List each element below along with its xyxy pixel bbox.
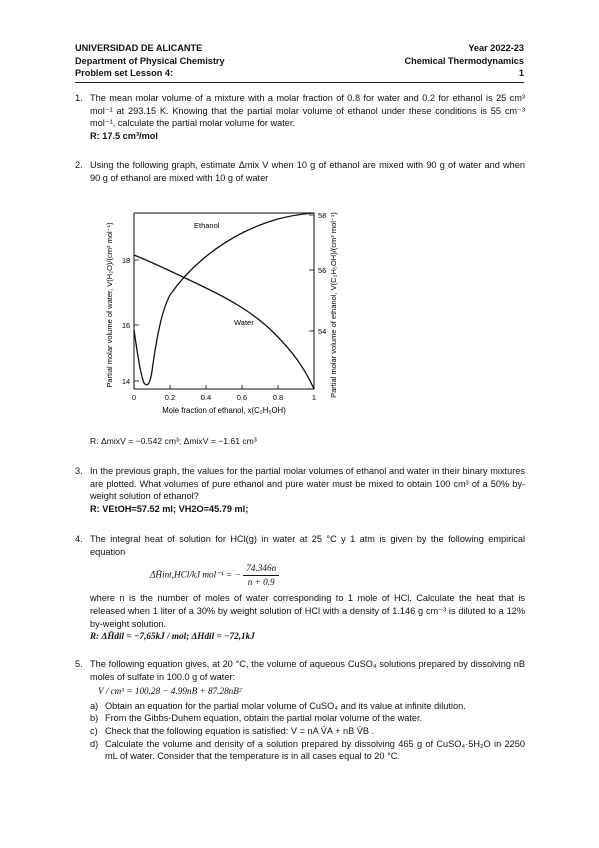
right-axis-label: Partial molar volume of ethanol, V(C₂H₅OH)/(cm³ mol⁻¹) — [329, 212, 338, 398]
question-2-answer-block — [75, 435, 525, 448]
ethanol-curve-label: Ethanol — [194, 221, 220, 230]
question-text-after: where n is the number of moles of water corresponding to 1 mole of HCl. Calculate the heat that is released when 1 liter of a 30% by weight solution of HCl with a density of 1.146 g cm⁻³ is diluted to a 12% by-weight solution. — [90, 593, 525, 629]
question-number: 2. — [75, 160, 83, 170]
question-5 — [75, 658, 525, 763]
question-text: In the previous graph, the values for the partial molar volumes of ethanol and water in their binary mixtures are plotted. What volumes of pure ethanol and pure water must be mixed to obtain 100 cm³ of a 50% by-weight solution of ethanol? — [90, 466, 525, 502]
sub-question — [90, 712, 525, 725]
course-name: Chemical Thermodynamics — [404, 55, 524, 66]
volume-equation: V / cm³ = 100.28 − 4.99nB + 87.28nB² — [98, 686, 242, 697]
x-axis-ticks — [170, 385, 278, 389]
question-number: 5. — [75, 659, 83, 669]
question-4 — [75, 533, 525, 643]
university-name: UNIVERSIDAD DE ALICANTE — [75, 43, 203, 53]
x-tick-label: 0.2 — [164, 393, 176, 402]
x-tick-label: 1 — [311, 393, 317, 402]
right-tick-label: 56 — [318, 266, 327, 275]
x-tick-label: 0.6 — [236, 393, 248, 402]
x-tick-label: 0.8 — [272, 393, 284, 402]
question-3 — [75, 465, 525, 515]
sub-question-letter: b) — [90, 713, 99, 724]
question-1 — [75, 92, 525, 142]
right-axis-ticks — [309, 215, 314, 331]
answer: R: 17.5 cm³/mol — [90, 130, 158, 141]
sub-question-text: Calculate the volume and density of a solution prepared by dissolving 465 g of CuSO₄·5H₂O in 2250 mL of water. Consider that the temperature is in all cases equal to 20 °C. — [105, 738, 525, 762]
page-number: 1 — [518, 68, 524, 78]
left-axis-label: Partial molar volume of water, V(H₂O)/(cm³ mol⁻¹) — [105, 222, 114, 388]
sub-question — [90, 738, 525, 763]
empirical-equation — [150, 562, 525, 588]
x-tick-label: 0.4 — [200, 393, 212, 402]
sub-question-text: Obtain an equation for the partial molar volume of CuSO₄ and its value at infinite dilution. — [105, 700, 466, 711]
equation-numerator: 74.346n — [243, 562, 279, 576]
question-number: 4. — [75, 534, 83, 544]
answer: R: ΔH̄dil = −7,65kJ / mol; ΔHdil = −72,1kJ — [90, 631, 255, 642]
equation-denominator: n + 0.9 — [247, 576, 275, 587]
question-text-intro: The following equation gives, at 20 °C, the volume of aqueous CuSO₄ solutions prepared by dissolving nB moles of sulfate in 100.0 g of water: — [90, 659, 525, 682]
question-number: 1. — [75, 93, 83, 103]
plot-frame — [134, 213, 314, 389]
ethanol-curve — [134, 213, 314, 385]
sub-question-letter: d) — [90, 738, 99, 749]
answer: R: ΔmixV = −0.542 cm³; ΔmixV = −1.61 cm³ — [90, 436, 257, 446]
answer: R: VEtOH=57.52 ml; VH2O=45.79 ml; — [90, 503, 249, 514]
sub-question — [90, 700, 525, 713]
left-axis-ticks — [134, 260, 139, 381]
x-axis-label: Mole fraction of ethanol, x(C₂H₅OH) — [162, 406, 286, 415]
question-text-intro: The integral heat of solution for HCl(g) in water at 25 °C y 1 atm is given by the following empirical equation — [90, 534, 525, 557]
question-text: Using the following graph, estimate Δmix V when 10 g of ethanol are mixed with 90 g of water and when 90 g of ethanol are mixed with 10 g of water — [90, 160, 525, 183]
equation-fraction — [243, 562, 279, 588]
problem-set-title: Problem set Lesson 4: — [75, 68, 174, 78]
question-2 — [75, 159, 525, 184]
right-tick-label: 54 — [318, 327, 327, 336]
water-curve-label: Water — [234, 318, 254, 327]
left-tick-label: 18 — [121, 256, 131, 265]
header-divider — [75, 82, 524, 83]
sub-question-letter: c) — [90, 725, 98, 736]
question-text: The mean molar volume of a mixture with a molar fraction of 0.8 for water and 0.2 for ethanol is 25 cm³ mol⁻¹ at 293.15 K. Knowing that the partial molar volume of ethanol under these conditions is 55 cm⁻³ mol⁻¹, calculate the partial molar volume for water. — [90, 93, 525, 129]
sub-question — [90, 725, 525, 738]
x-tick-label: 0 — [131, 393, 137, 402]
academic-year: Year 2022-23 — [468, 43, 524, 53]
page-header — [75, 42, 524, 83]
equation-left: ΔH̄int,HCl/kJ mol⁻¹ = − — [150, 569, 241, 580]
left-tick-label: 16 — [121, 321, 131, 330]
sub-question-text: From the Gibbs-Duhem equation, obtain the partial molar volume of the water. — [105, 713, 423, 724]
question-number: 3. — [75, 466, 83, 476]
sub-question-letter: a) — [90, 700, 99, 711]
left-tick-label: 14 — [121, 377, 131, 386]
right-tick-label: 58 — [318, 211, 327, 220]
partial-molar-volume-graph — [104, 195, 344, 420]
sub-question-text: Check that the following equation is satisfied: V = nA V̄A + nB V̄B . — [105, 725, 375, 736]
department-name: Department of Physical Chemistry — [75, 55, 225, 66]
